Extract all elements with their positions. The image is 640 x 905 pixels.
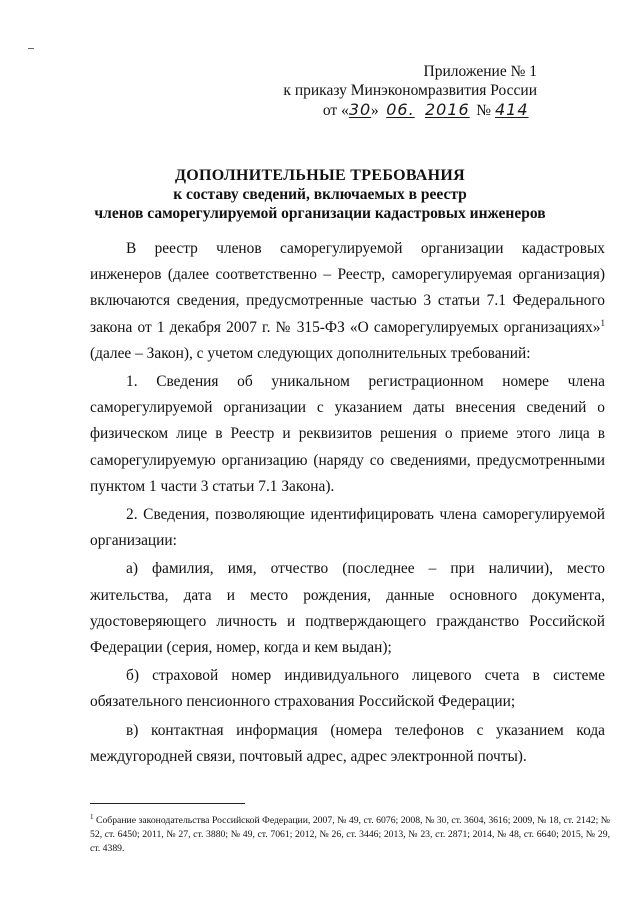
- item-2c: в) контактная информация (номера телефонов с указанием кода междугородней связи, почтовый адрес, адрес электронной почты).: [90, 721, 605, 765]
- number-label: №: [476, 102, 491, 119]
- handwritten-number: 414: [495, 100, 529, 119]
- handwritten-day: 30: [348, 100, 372, 119]
- order-line: к приказу Минэкономразвития России: [283, 82, 537, 99]
- handwritten-month: 06.: [386, 100, 415, 119]
- document-body: [90, 236, 605, 770]
- date-prefix: от «: [322, 102, 349, 119]
- date-quote-close: »: [370, 102, 379, 119]
- intro-paragraph: [90, 236, 605, 367]
- intro-tail: (далее – Закон), с учетом следующих дополнительных требований:: [90, 344, 531, 362]
- appendix-title: Приложение № 1: [423, 63, 537, 80]
- item-1: 1. Сведения об уникальном регистрационном номере члена саморегулируемой организации с указанием даты внесения сведений о физическом лице в Реестр и реквизитов решения о приеме этого лица в саморегулируемую организацию (наряду со сведениями, предусмотренными пунктом 1 части 3 статьи 7.1 Закона).: [90, 373, 605, 495]
- order-date-line: [283, 100, 537, 120]
- item-2b: б) страховой номер индивидуального лицевого счета в системе обязательного пенсионного страхования Российской Федерации;: [90, 667, 605, 711]
- title-line-1: ДОПОЛНИТЕЛЬНЫЕ ТРЕБОВАНИЯ: [174, 167, 465, 184]
- footnote-number: 1: [90, 813, 94, 821]
- footnote-ref: 1: [600, 317, 605, 328]
- footnote-text: Собрание законодательства Российской Федерации, 2007, № 49, ст. 6076; 2008, № 30, ст. 3604, 3616; 2009, № 18, ст. 2142; № 52, ст. 6450; 2011, № 27, ст. 3880; № 49, ст. 7061; 2012, № 26, ст. 3446; 2013, № 23, ст. 2871; 2014, № 48, ст. 6640; 2015, № 29, ст. 4389.: [90, 815, 610, 855]
- footnote: [90, 810, 610, 856]
- intro-text: В реестр членов саморегулируемой организации кадастровых инженеров (далее соответственно – Реестр, саморегулируемая организация) включаются сведения, предусмотренные частью 3 статьи 7.1 Федерального закона от 1 декабря 2007 г. № 315-ФЗ «О саморегулируемых организациях»: [90, 240, 605, 336]
- item-2a: а) фамилия, имя, отчество (последнее – при наличии), место жительства, дата и место рождения, данные основного документа, удостоверяющего личность и подтверждающего гражданство Российской Федерации (серия, номер, когда и кем выдан);: [90, 560, 605, 657]
- document-title: [0, 166, 640, 223]
- item-2: 2. Сведения, позволяющие идентифицировать члена саморегулируемой организации:: [90, 506, 605, 550]
- title-line-3: членов саморегулируемой организации кадастровых инженеров: [94, 205, 546, 222]
- footnote-divider: [90, 803, 245, 804]
- scan-mark: [28, 48, 34, 49]
- handwritten-year: 2016: [424, 100, 470, 119]
- appendix-block: [283, 62, 537, 120]
- title-line-2: к составу сведений, включаемых в реестр: [173, 186, 467, 203]
